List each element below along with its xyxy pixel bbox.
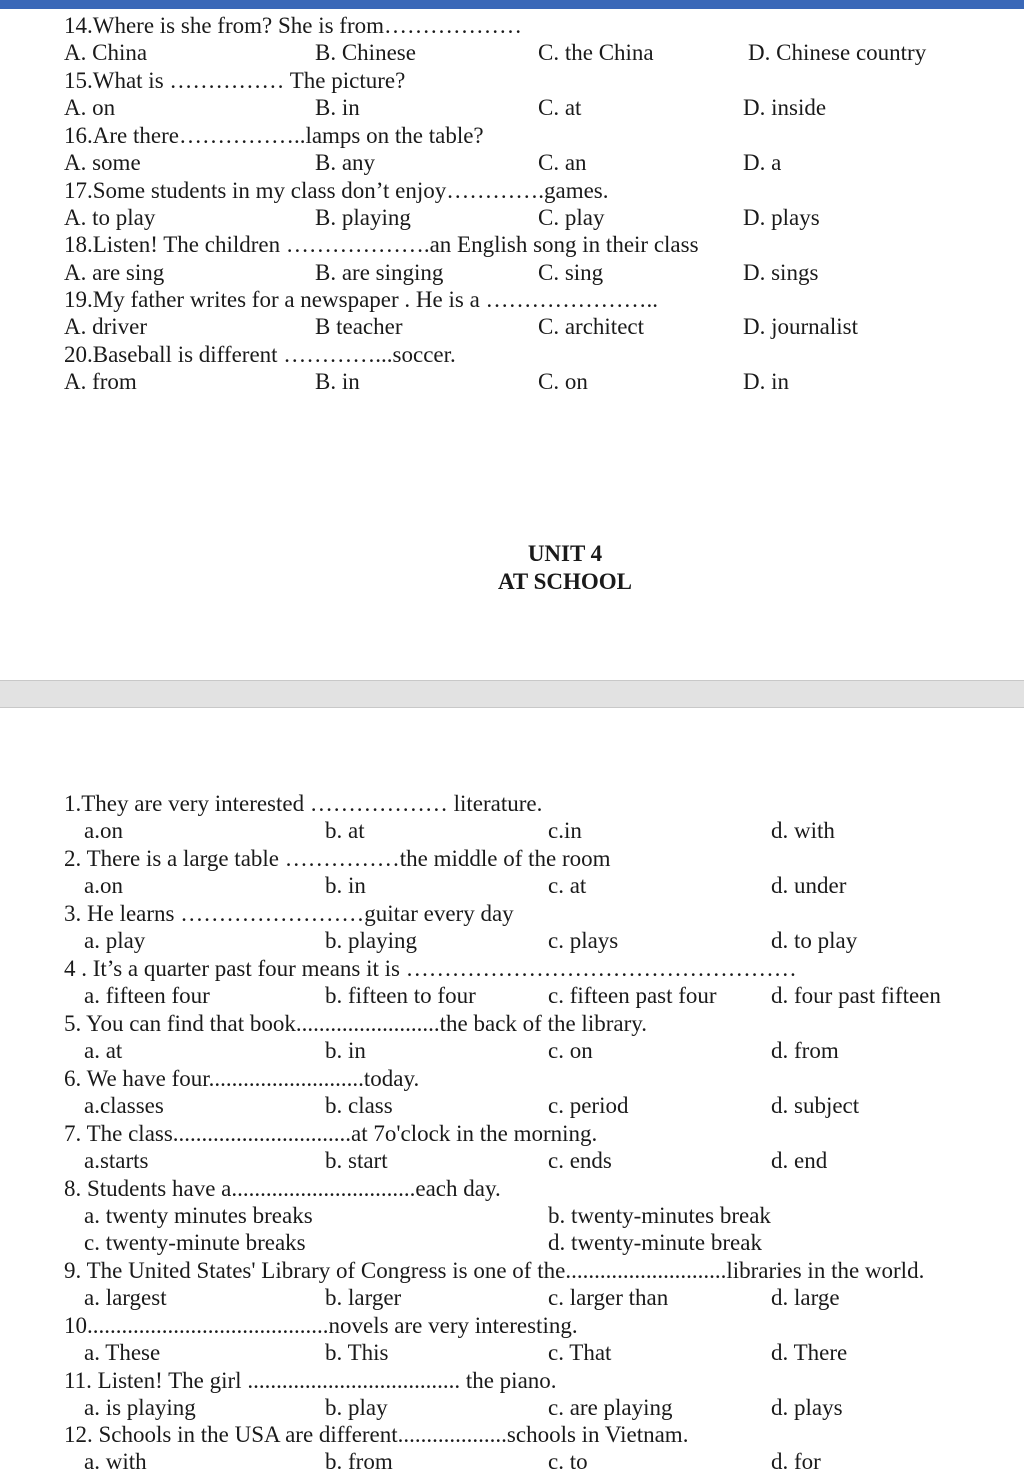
option-a: a. These — [84, 1340, 161, 1365]
option-b: B. are singing — [315, 260, 444, 285]
document-page-1 — [0, 9, 1024, 680]
options-line — [0, 1394, 1024, 1421]
option-b: b. This — [325, 1340, 389, 1365]
option-b: b. playing — [325, 928, 417, 953]
options-line — [0, 1092, 1024, 1119]
option-a: a. twenty minutes breaks — [84, 1203, 313, 1228]
unit-title: AT SCHOOL — [498, 569, 632, 594]
question-line: 20.Baseball is different …………...soccer. — [64, 342, 456, 367]
options-line — [0, 204, 1024, 231]
options-line — [0, 1229, 1024, 1256]
options-line — [0, 313, 1024, 340]
option-a: a. largest — [84, 1285, 167, 1310]
question-line: 8. Students have a................................each day. — [64, 1176, 501, 1201]
question-line: 12. Schools in the USA are different...................schools in Vietnam. — [64, 1422, 689, 1447]
question-line: 16.Are there……………..lamps on the table? — [64, 123, 484, 148]
option-b: b. start — [325, 1148, 388, 1173]
option-a: A. driver — [64, 314, 148, 339]
question-line: 3. He learns ……………………guitar every day — [64, 901, 514, 926]
option-b: B. in — [315, 95, 360, 120]
option-d: D. in — [743, 369, 789, 394]
option-b: b. fifteen to four — [325, 983, 476, 1008]
question-line: 17.Some students in my class don’t enjoy………….games. — [64, 178, 609, 203]
options-line — [0, 1284, 1024, 1311]
option-c: c. plays — [548, 928, 619, 953]
option-c: C. the China — [538, 40, 654, 65]
options-line — [0, 872, 1024, 899]
option-a: a.on — [84, 818, 123, 843]
option-a: a. at — [84, 1038, 123, 1063]
option-b: b. larger — [325, 1285, 402, 1310]
option-c: c. larger than — [548, 1285, 669, 1310]
unit-number: UNIT 4 — [527, 541, 603, 566]
option-b: B. playing — [315, 205, 411, 230]
option-a: a. fifteen four — [84, 983, 210, 1008]
option-b: b. in — [325, 1038, 366, 1063]
option-a: A. some — [64, 150, 141, 175]
question-line: 11. Listen! The girl ..................................... the piano. — [64, 1368, 557, 1393]
option-c: c. on — [548, 1038, 593, 1063]
options-line — [0, 927, 1024, 954]
option-b: b. from — [325, 1449, 393, 1474]
option-c: c. ends — [548, 1148, 612, 1173]
option-a: a. is playing — [84, 1395, 196, 1420]
options-line — [0, 149, 1024, 176]
option-b: b. class — [325, 1093, 393, 1118]
option-d: d. under — [771, 873, 847, 898]
option-b: B teacher — [315, 314, 403, 339]
options-line — [0, 1147, 1024, 1174]
option-a: a. with — [84, 1449, 147, 1474]
question-line: 6. We have four...........................today. — [64, 1066, 420, 1091]
option-a: a.starts — [84, 1148, 149, 1173]
option-b: b. at — [325, 818, 365, 843]
options-line — [0, 1339, 1024, 1366]
option-c: c. twenty-minute breaks — [84, 1230, 306, 1255]
option-c: C. architect — [538, 314, 645, 339]
question-line: 7. The class...............................at 7o'clock in the morning. — [64, 1121, 598, 1146]
option-d: d. with — [771, 818, 835, 843]
options-line — [0, 982, 1024, 1009]
question-line: 19.My father writes for a newspaper . He is a ………………….. — [64, 287, 659, 312]
option-d: D. journalist — [743, 314, 858, 339]
option-c: C. sing — [538, 260, 604, 285]
option-d: d. four past fifteen — [771, 983, 941, 1008]
option-c: c.in — [548, 818, 582, 843]
question-line: 10..........................................novels are very interesting. — [64, 1313, 578, 1338]
option-a: A. are sing — [64, 260, 165, 285]
options-line — [0, 1202, 1024, 1229]
question-line: 2. There is a large table ……………the middle of the room — [64, 846, 611, 871]
option-d: d. large — [771, 1285, 840, 1310]
option-d: D. inside — [743, 95, 827, 120]
option-c: C. at — [538, 95, 582, 120]
question-line: 15.What is …………… The picture? — [64, 68, 406, 93]
option-d: D. plays — [743, 205, 820, 230]
option-b: B. any — [315, 150, 376, 175]
option-d: D. Chinese country — [748, 40, 927, 65]
options-line — [0, 39, 1024, 66]
question-line: 14.Where is she from? She is from……………… — [64, 13, 523, 38]
option-d: D. sings — [743, 260, 819, 285]
option-c: C. play — [538, 205, 605, 230]
question-line: 5. You can find that book.........................the back of the library. — [64, 1011, 647, 1036]
document-page-2 — [0, 708, 1024, 1484]
option-b: B. in — [315, 369, 360, 394]
option-c: c. are playing — [548, 1395, 673, 1420]
option-a: A. on — [64, 95, 116, 120]
options-line — [0, 259, 1024, 286]
options-line — [0, 1037, 1024, 1064]
option-c: c. That — [548, 1340, 612, 1365]
page-separator — [0, 680, 1024, 708]
option-b: b. twenty-minutes break — [548, 1203, 771, 1228]
option-d: d. There — [771, 1340, 848, 1365]
option-a: A. to play — [64, 205, 156, 230]
top-accent-bar — [0, 0, 1024, 9]
option-c: c. to — [548, 1449, 588, 1474]
option-d: d. for — [771, 1449, 821, 1474]
options-line — [0, 368, 1024, 395]
options-line — [0, 1448, 1024, 1475]
option-d: d. subject — [771, 1093, 860, 1118]
option-d: D. a — [743, 150, 782, 175]
option-d: d. end — [771, 1148, 828, 1173]
option-c: c. fifteen past four — [548, 983, 717, 1008]
options-line — [0, 817, 1024, 844]
option-c: c. period — [548, 1093, 629, 1118]
question-line: 1.They are very interested ……………… literature. — [64, 791, 543, 816]
option-a: a.on — [84, 873, 123, 898]
option-a: A. from — [64, 369, 137, 394]
option-d: d. plays — [771, 1395, 843, 1420]
question-line: 9. The United States' Library of Congress is one of the............................libraries in the world. — [64, 1258, 925, 1283]
option-d: d. twenty-minute break — [548, 1230, 762, 1255]
option-b: b. play — [325, 1395, 388, 1420]
option-a: a. play — [84, 928, 146, 953]
option-a: A. China — [64, 40, 148, 65]
question-line: 18.Listen! The children ……………….an English song in their class — [64, 232, 699, 257]
option-b: b. in — [325, 873, 366, 898]
options-line — [0, 94, 1024, 121]
option-c: C. on — [538, 369, 588, 394]
option-c: c. at — [548, 873, 587, 898]
option-c: C. an — [538, 150, 587, 175]
option-d: d. from — [771, 1038, 839, 1063]
question-line: 4 . It’s a quarter past four means it is …………………………………………… — [64, 956, 797, 981]
option-d: d. to play — [771, 928, 858, 953]
option-b: B. Chinese — [315, 40, 416, 65]
option-a: a.classes — [84, 1093, 164, 1118]
